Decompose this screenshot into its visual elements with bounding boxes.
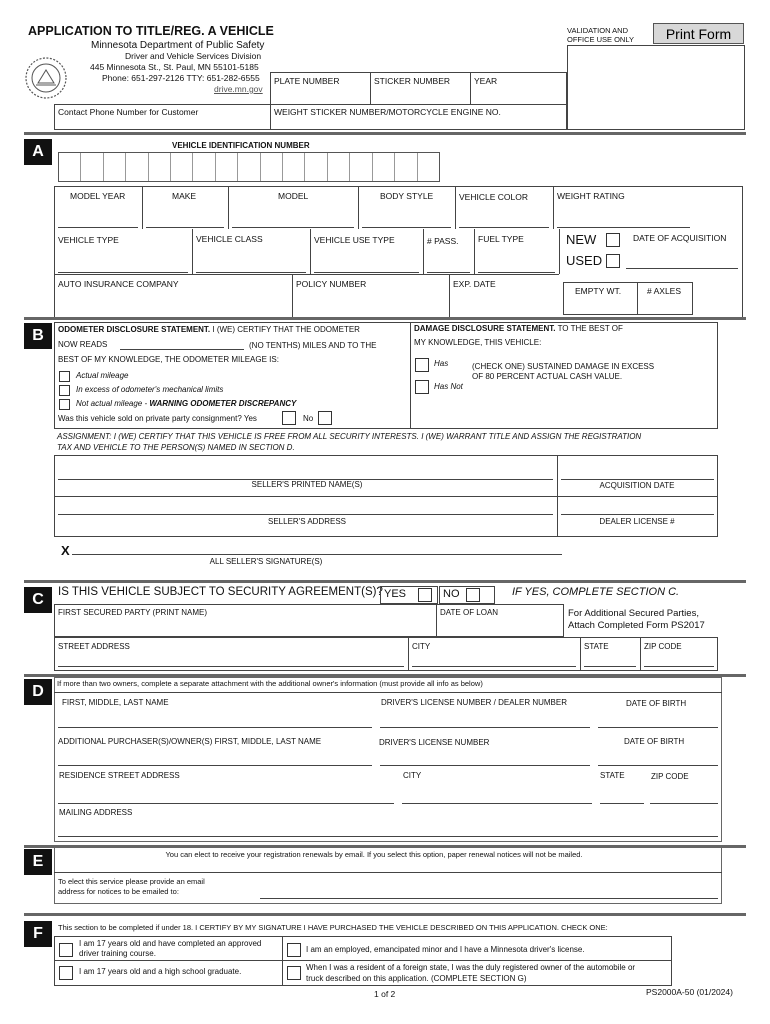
insurance-company-label: AUTO INSURANCE COMPANY [58, 279, 179, 289]
residence-street-label: RESIDENCE STREET ADDRESS [59, 771, 180, 780]
signature-x: X [61, 543, 70, 558]
make-label: MAKE [172, 191, 197, 201]
seller-address-label: SELLER'S ADDRESS [267, 517, 347, 526]
used-checkbox[interactable] [606, 254, 620, 268]
validation-label-1: VALIDATION AND [567, 26, 628, 35]
new-label: NEW [566, 232, 597, 247]
seller-signature-line[interactable] [72, 554, 562, 555]
driver-training-checkbox[interactable] [59, 943, 73, 957]
acquisition-date-label: ACQUISITION DATE [599, 481, 675, 490]
residence-state-label: STATE [600, 771, 625, 780]
consignment-question: Was this vehicle sold on private party consignment? Yes [58, 414, 257, 423]
vehicle-use-type-label: VEHICLE USE TYPE [314, 235, 395, 245]
if-yes-instruction: IF YES, COMPLETE SECTION C. [512, 586, 680, 598]
security-no-label: NO [443, 588, 460, 600]
security-agreement-question: IS THIS VEHICLE SUBJECT TO SECURITY AGREEMENT(S)? [58, 586, 383, 598]
plate-number-label: PLATE NUMBER [274, 76, 340, 86]
section-c-marker: C [24, 587, 52, 613]
empty-weight-label: EMPTY WT. [575, 286, 622, 296]
weight-sticker-label: WEIGHT STICKER NUMBER/MOTORCYCLE ENGINE NO. [274, 107, 501, 117]
now-reads-label: NOW READS [58, 340, 108, 349]
seller-signature-label: ALL SELLER'S SIGNATURE(S) [209, 557, 323, 566]
email-elect-line2: address for notices to be emailed to: [58, 887, 179, 896]
security-yes-checkbox[interactable] [418, 588, 432, 602]
additional-owner-dl-label: DRIVER'S LICENSE NUMBER [379, 738, 490, 747]
policy-number-label: POLICY NUMBER [296, 279, 367, 289]
damage-has-not-label: Has Not [434, 382, 463, 391]
vehicle-class-label: VEHICLE CLASS [196, 234, 263, 244]
damage-has-label: Has [434, 359, 449, 368]
dealer-license-line[interactable] [561, 514, 714, 515]
consignment-yes-checkbox[interactable] [282, 411, 296, 425]
mailing-address-label: MAILING ADDRESS [59, 808, 133, 817]
odometer-warning: WARNING ODOMETER DISCREPANCY [149, 399, 297, 408]
damage-title: DAMAGE DISCLOSURE STATEMENT. [414, 324, 556, 333]
not-actual-label: Not actual mileage - [76, 399, 150, 408]
acquisition-date-line[interactable] [561, 479, 714, 480]
owner-dob-label: DATE OF BIRTH [626, 699, 687, 708]
additional-parties-line1: For Additional Secured Parties, [568, 608, 699, 619]
no-tenths-label: (NO TENTHS) MILES AND TO THE [249, 341, 377, 350]
weight-rating-label: WEIGHT RATING [557, 191, 625, 201]
foreign-state-checkbox[interactable] [287, 966, 301, 980]
actual-mileage-label: Actual mileage [76, 371, 129, 380]
additional-parties-line2: Attach Completed Form PS2017 [568, 620, 705, 631]
emancipated-minor-checkbox[interactable] [287, 943, 301, 957]
date-acquisition-label: DATE OF ACQUISITION [633, 233, 727, 243]
contact-phone-label: Contact Phone Number for Customer [58, 107, 199, 117]
form-title: APPLICATION TO TITLE/REG. A VEHICLE [28, 24, 274, 38]
owner-name-label: FIRST, MIDDLE, LAST NAME [62, 698, 169, 707]
consignment-no-label: No [303, 414, 314, 423]
date-of-loan-label: DATE OF LOAN [440, 608, 499, 617]
email-address-line[interactable] [260, 898, 718, 899]
assignment-line2: TAX AND VEHICLE TO THE PERSON(S) NAMED IN SECTION D. [57, 443, 295, 452]
owners-note: If more than two owners, complete a separate attachment with the additional owner's information (must provide all info as below) [57, 679, 483, 688]
email-renewal-text: You can elect to receive your registration renewals by email. If you select this option, paper renewal notices will not be mailed. [165, 850, 583, 859]
actual-mileage-checkbox[interactable] [59, 371, 70, 382]
additional-owner-name-label: ADDITIONAL PURCHASER(S)/OWNER(S) FIRST, MIDDLE, LAST NAME [58, 737, 322, 746]
model-label: MODEL [278, 191, 309, 201]
first-secured-party-label: FIRST SECURED PARTY (PRINT NAME) [58, 608, 208, 617]
consignment-no-checkbox[interactable] [318, 411, 332, 425]
exp-date-label: EXP. DATE [453, 279, 496, 289]
vin-input-grid[interactable] [58, 152, 440, 182]
page-number: 1 of 2 [374, 989, 396, 999]
damage-has-not-checkbox[interactable] [415, 380, 429, 394]
section-e-marker: E [24, 849, 52, 875]
print-form-button[interactable]: Print Form [653, 23, 744, 44]
secured-street-label: STREET ADDRESS [58, 642, 130, 651]
fuel-type-label: FUEL TYPE [478, 234, 524, 244]
residence-city-label: CITY [403, 771, 422, 780]
dept-phone: Phone: 651-297-2126 TTY: 651-282-6555 [102, 73, 260, 83]
year-label: YEAR [474, 76, 498, 86]
section-b-marker: B [24, 323, 52, 349]
security-yes-label: YES [384, 588, 407, 600]
additional-owner-dob-label: DATE OF BIRTH [624, 737, 685, 746]
dealer-license-label: DEALER LICENSE # [599, 517, 675, 526]
vehicle-color-label: VEHICLE COLOR [459, 192, 528, 202]
damage-desc-line1: (CHECK ONE) SUSTAINED DAMAGE IN EXCESS [472, 362, 655, 371]
axles-label: # AXLES [647, 286, 682, 296]
damage-knowledge-label: MY KNOWLEDGE, THIS VEHICLE: [414, 338, 542, 347]
odometer-reading-line[interactable] [120, 349, 244, 350]
odometer-certify: I (WE) CERTIFY THAT THE ODOMETER [210, 325, 360, 334]
security-no-checkbox[interactable] [466, 588, 480, 602]
secured-city-label: CITY [412, 642, 431, 651]
num-passengers-label: # PASS. [427, 236, 459, 246]
vin-label: VEHICLE IDENTIFICATION NUMBER [172, 141, 310, 150]
driver-training-line1: I am 17 years old and have completed an approved [79, 939, 262, 948]
assignment-line1: ASSIGNMENT: I (WE) CERTIFY THAT THIS VEHICLE IS FREE FROM ALL SECURITY INTERESTS. I (WE) WARRANT TITLE AND ASSIGN THE REGISTRATION [57, 432, 642, 441]
section-a-marker: A [24, 139, 52, 165]
residence-zip-label: ZIP CODE [651, 772, 689, 781]
high-school-grad-checkbox[interactable] [59, 966, 73, 980]
used-label: USED [566, 253, 603, 268]
emancipated-minor-label: I am an employed, emancipated minor and I have a Minnesota driver's license. [306, 945, 585, 954]
dept-name: Minnesota Department of Public Safety [91, 40, 265, 51]
best-knowledge-label: BEST OF MY KNOWLEDGE, THE ODOMETER MILEAGE IS: [58, 355, 279, 364]
division-name: Driver and Vehicle Services Division [125, 51, 262, 61]
state-seal-icon [24, 56, 68, 100]
odometer-title: ODOMETER DISCLOSURE STATEMENT. [58, 325, 211, 334]
secured-state-label: STATE [584, 642, 609, 651]
email-elect-line1: To elect this service please provide an email [58, 877, 205, 886]
model-year-label: MODEL YEAR [70, 191, 126, 201]
form-id: PS2000A-50 (01/2024) [646, 987, 733, 997]
damage-desc-line2: OF 80 PERCENT ACTUAL CASH VALUE. [472, 372, 623, 381]
vehicle-type-label: VEHICLE TYPE [58, 235, 119, 245]
damage-has-checkbox[interactable] [415, 358, 429, 372]
seller-address-line[interactable] [58, 514, 553, 515]
not-actual-checkbox[interactable] [59, 399, 70, 410]
odometer-statement-line1 [58, 326, 360, 334]
damage-statement-line1 [414, 325, 623, 333]
dept-address: 445 Minnesota St., St. Paul, MN 55101-5185 [90, 62, 259, 72]
not-actual-line [76, 400, 296, 408]
office-use-box [567, 45, 745, 130]
excess-mileage-label: In excess of odometer's mechanical limits [76, 385, 224, 394]
foreign-state-line2: truck described on this application. (COMPLETE SECTION G) [306, 974, 527, 983]
website-link[interactable]: drive.mn.gov [214, 84, 263, 94]
secured-zip-label: ZIP CODE [644, 642, 682, 651]
body-style-label: BODY STYLE [380, 191, 434, 201]
excess-mileage-checkbox[interactable] [59, 385, 70, 396]
seller-name-label: SELLER'S PRINTED NAME(S) [251, 480, 363, 489]
driver-training-line2: driver training course. [79, 949, 156, 958]
foreign-state-line1: When I was a resident of a foreign state, I was the duly registered owner of the automobile or [306, 963, 636, 972]
damage-best: TO THE BEST OF [555, 324, 623, 333]
high-school-grad-label: I am 17 years old and a high school graduate. [79, 967, 242, 976]
new-checkbox[interactable] [606, 233, 620, 247]
owner-dl-dealer-label: DRIVER'S LICENSE NUMBER / DEALER NUMBER [381, 698, 568, 707]
validation-label-2: OFFICE USE ONLY [567, 35, 634, 44]
sticker-number-label: STICKER NUMBER [374, 76, 451, 86]
under-18-intro: This section to be completed if under 18. I CERTIFY BY MY SIGNATURE I HAVE PURCHASED THE VEHICLE DESCRIBED ON THIS APPLICATION. CHECK ONE: [58, 923, 608, 932]
section-d-marker: D [24, 679, 52, 705]
section-f-marker: F [24, 921, 52, 947]
